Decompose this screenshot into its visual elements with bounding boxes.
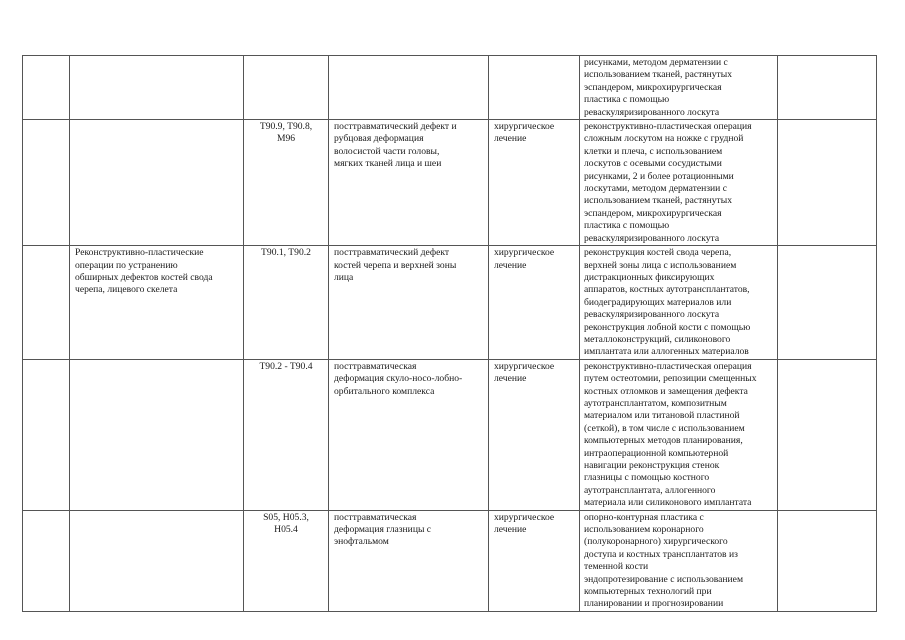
text-line: орбитального комплекса: [334, 385, 435, 397]
procedure-name-cell: [70, 359, 244, 510]
text-line: T90.2 - T90.4: [259, 360, 313, 372]
text-line: имплантата или аллогенных материалов: [584, 346, 749, 358]
text-line: H05.4: [274, 524, 298, 536]
text-line: рисунками, методом дерматензии с: [584, 57, 728, 68]
procedure-name-cell: [70, 56, 244, 120]
text-line: (сеткой), в том числе с использованием: [584, 422, 745, 434]
text-line: посттравматическая: [334, 360, 417, 372]
text-line: посттравматический дефект: [334, 247, 450, 259]
text-line: аппаратов, костных аутотрансплантатов,: [584, 284, 750, 296]
text-line: пластика с помощью: [584, 220, 670, 232]
text-line: обширных дефектов костей свода: [75, 271, 213, 283]
text-line: реконструктивно-пластическая операция: [584, 121, 752, 133]
icd-code-cell: [244, 246, 329, 360]
text-line: хирургическое: [494, 360, 555, 372]
treatment-method-cell: [580, 120, 778, 246]
text-line: реваскуляризированного лоскута: [584, 232, 720, 244]
text-line: деформация скуло-носо-лобно-: [334, 373, 463, 385]
extra-cell: [778, 510, 877, 611]
text-line: реваскуляризированного лоскута: [584, 309, 720, 321]
icd-code-cell: [244, 359, 329, 510]
text-line: использованием тканей, растянутых: [584, 69, 732, 81]
text-line: костей черепа и верхней зоны: [334, 259, 457, 271]
text-line: аутотрансплантата, аллогенного: [584, 484, 716, 496]
text-line: планировании и прогнозировании: [584, 598, 724, 610]
text-line: дистракционных фиксирующих: [584, 271, 715, 283]
text-line: лечение: [494, 373, 527, 385]
text-line: глазницы с помощью костного: [584, 472, 710, 484]
procedure-name-cell: [70, 246, 244, 360]
text-line: верхней зоны лица с использованием: [584, 259, 737, 271]
text-line: лоскутами, методом дерматензии с: [584, 183, 727, 195]
text-line: лечение: [494, 259, 527, 271]
extra-cell: [778, 56, 877, 120]
row-number-cell: [23, 246, 70, 360]
text-line: материалом или титановой пластиной: [584, 410, 740, 422]
text-line: лечение: [494, 524, 527, 536]
text-line: пластика с помощью: [584, 94, 670, 106]
diagnosis-cell: [329, 56, 489, 120]
text-line: реваскуляризированного лоскута: [584, 106, 720, 118]
treatment-method-cell: [580, 510, 778, 611]
row-number-cell: [23, 56, 70, 120]
text-line: M96: [276, 133, 296, 145]
text-line: биодеградирующих материалов или: [584, 296, 732, 308]
text-line: деформация глазницы с: [334, 524, 432, 536]
text-line: интраоперационной компьютерной: [584, 447, 729, 459]
text-line: эндопротезирование с использованием: [584, 573, 744, 585]
text-line: аутотрансплантатом, композитным: [584, 397, 727, 409]
text-line: реконструкция костей свода черепа,: [584, 247, 732, 259]
text-line: сложным лоскутом на ножке с грудной: [584, 133, 744, 145]
extra-cell: [778, 246, 877, 360]
text-line: лоскутов с осевыми сосудистыми: [584, 158, 722, 170]
table-row: [23, 359, 877, 510]
treatment-type-cell: [489, 120, 580, 246]
diagnosis-cell: [329, 246, 489, 360]
text-line: компьютерных методов планирования,: [584, 435, 743, 447]
extra-cell: [778, 120, 877, 246]
treatment-type-cell: [489, 246, 580, 360]
text-line: волосистой части головы,: [334, 145, 440, 157]
text-line: рисунками, 2 и более ротационными: [584, 170, 734, 182]
diagnosis-cell: [329, 359, 489, 510]
text-line: реконструктивно-пластическая операция: [584, 360, 752, 372]
text-line: рубцовая деформация: [334, 133, 424, 145]
row-number-cell: [23, 510, 70, 611]
text-line: навигации реконструкция стенок: [584, 460, 720, 471]
text-line: (полукоронарного) хирургического: [584, 536, 728, 548]
treatment-method-cell: [580, 246, 778, 360]
text-line: опорно-контурная пластика с: [584, 511, 704, 523]
table-row: [23, 56, 877, 120]
text-line: теменной кости: [584, 561, 649, 573]
procedure-name-cell: [70, 120, 244, 246]
extra-cell: [778, 359, 877, 510]
icd-code-cell: [244, 120, 329, 246]
text-line: T90.9, T90.8,: [259, 121, 313, 133]
icd-code-cell: [244, 56, 329, 120]
text-line: T90.1, T90.2: [261, 247, 311, 259]
row-number-cell: [23, 120, 70, 246]
text-line: энофтальмом: [334, 536, 389, 548]
treatment-method-cell: [580, 359, 778, 510]
text-line: S05, H05.3,: [263, 511, 309, 523]
text-line: клетки и плеча, с использованием: [584, 145, 723, 157]
text-line: металлоконструкций, силиконового: [584, 333, 731, 345]
text-line: эспандером, микрохирургическая: [584, 207, 722, 219]
diagnosis-cell: [329, 510, 489, 611]
text-line: посттравматическая: [334, 511, 417, 523]
treatment-type-cell: [489, 56, 580, 120]
text-line: материала или силиконового имплантата: [584, 497, 752, 509]
text-line: использованием коронарного: [584, 524, 704, 536]
text-line: хирургическое: [494, 247, 555, 259]
treatment-type-cell: [489, 359, 580, 510]
text-line: мягких тканей лица и шеи: [334, 158, 442, 170]
text-line: лица: [334, 271, 354, 283]
text-line: посттравматический дефект и: [334, 121, 457, 133]
icd-code-cell: [244, 510, 329, 611]
treatment-type-cell: [489, 510, 580, 611]
text-line: Реконструктивно-пластические: [75, 247, 204, 259]
diagnosis-cell: [329, 120, 489, 246]
text-line: лечение: [494, 133, 527, 145]
table-row: [23, 246, 877, 360]
row-number-cell: [23, 359, 70, 510]
treatment-method-cell: [580, 56, 778, 120]
text-line: костных отломков и замещения дефекта: [584, 385, 748, 397]
text-line: операции по устранению: [75, 259, 178, 271]
text-line: компьютерных технологий при: [584, 586, 712, 598]
procedures-table: [22, 55, 877, 612]
procedure-name-cell: [70, 510, 244, 611]
text-line: доступа и костных трансплантатов из: [584, 548, 738, 560]
text-line: черепа, лицевого скелета: [75, 284, 178, 296]
text-line: использованием тканей, растянутых: [584, 195, 732, 207]
table-row: [23, 120, 877, 246]
text-line: путем остеотомии, репозиции смещенных: [584, 373, 757, 385]
text-line: хирургическое: [494, 121, 555, 133]
text-line: хирургическое: [494, 511, 555, 523]
table-row: [23, 510, 877, 611]
text-line: реконструкция лобной кости с помощью: [584, 321, 751, 333]
text-line: эспандером, микрохирургическая: [584, 81, 722, 93]
